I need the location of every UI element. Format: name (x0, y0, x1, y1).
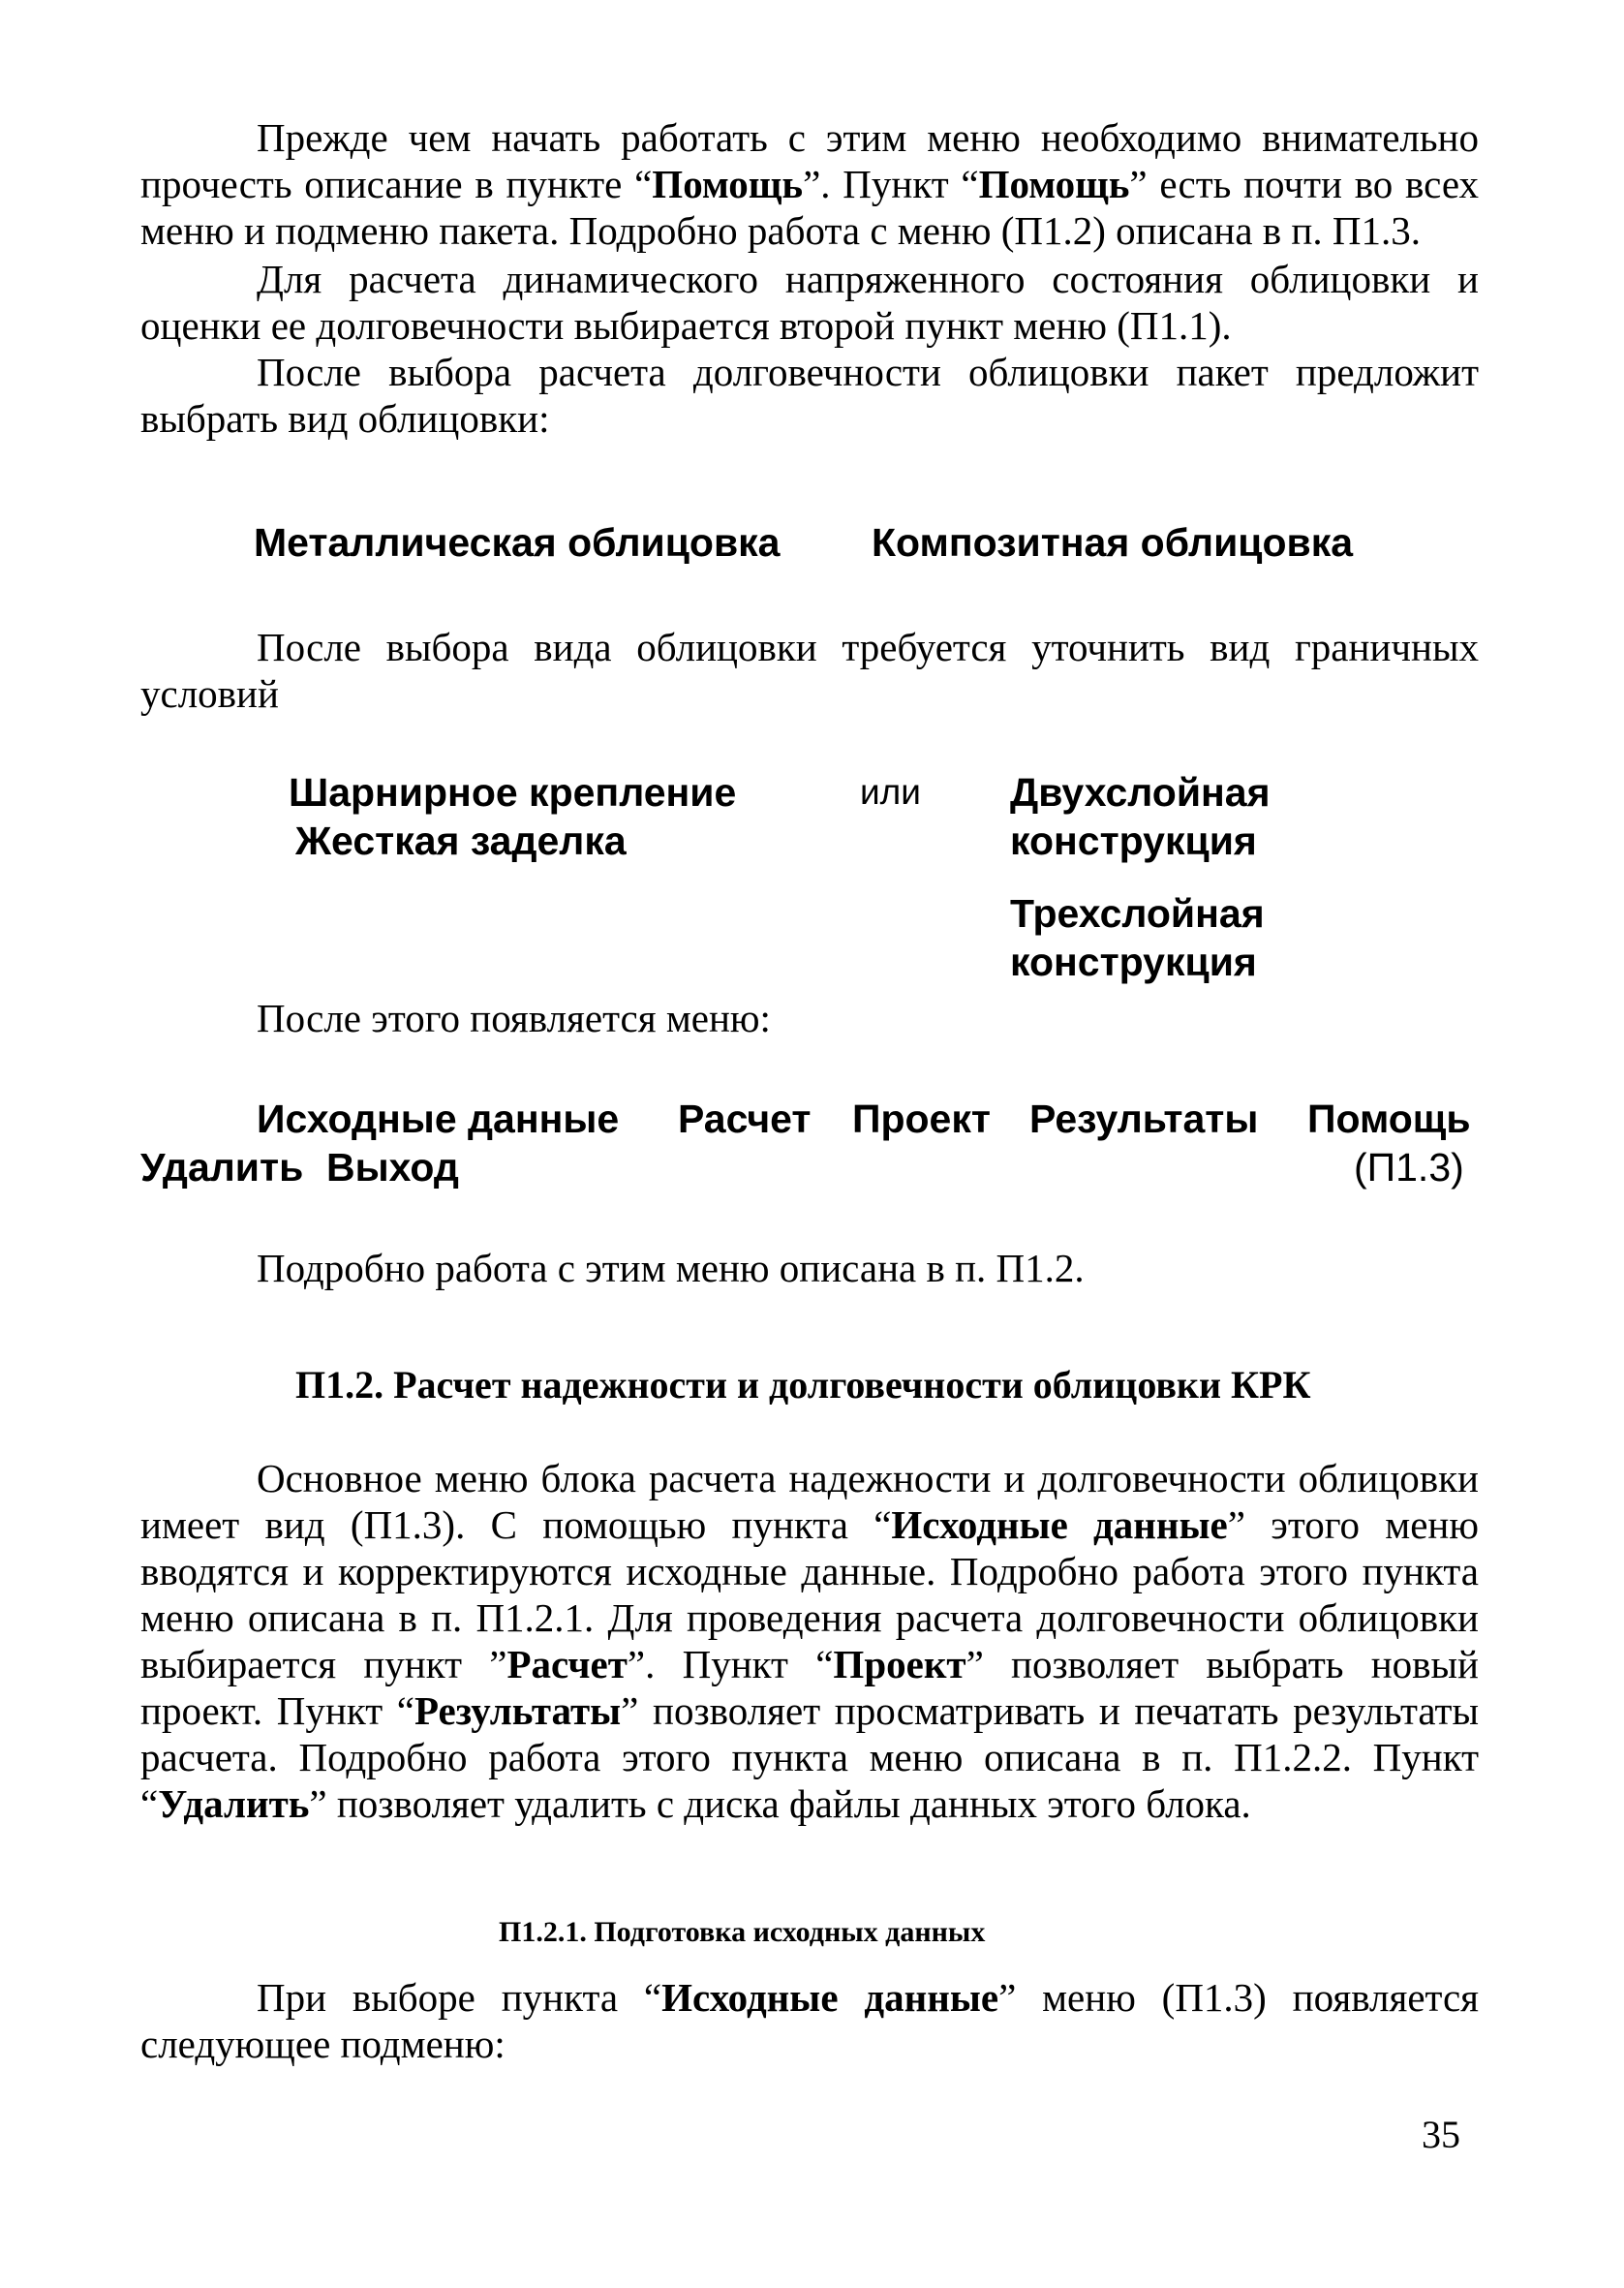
menu-item-hinged[interactable]: Шарнирное крепление (289, 770, 737, 815)
menu-item-label: конструкция (1010, 819, 1257, 863)
or-label: или (860, 772, 921, 812)
text-run: ” позволяет выбрать новый проект. Пункт “ (140, 1642, 1479, 1733)
text-run: При выборе пункта “ (257, 1975, 662, 2020)
paragraph-help-intro (140, 114, 1479, 254)
text-run: ”. Пункт “ (627, 1642, 834, 1686)
text-run: После выбора расчета долговечности облицовки пакет предложит выбрать вид облицовки: (140, 350, 1479, 441)
bold-term-calc: Расчет (506, 1642, 628, 1686)
menu-item-label: конструкция (1010, 940, 1257, 984)
menu-item-input-data[interactable]: Исходные данные (257, 1097, 620, 1141)
bold-term-project: Проект (833, 1642, 966, 1686)
paragraph-dynamic-calc (140, 256, 1479, 349)
paragraph-menu-described: Подробно работа с этим меню описана в п. П1.2. (257, 1246, 1085, 1290)
menu-item-metal-facing[interactable]: Металлическая облицовка (254, 520, 781, 565)
text-run: ” позволяет просматривать и печатать результаты расчета. Подробно работа этого пункта меню описана в п. П1.2.2. Пункт “ (140, 1688, 1479, 1826)
bold-term-delete: Удалить (158, 1781, 310, 1826)
menu-item-three-layer[interactable] (1010, 889, 1265, 986)
menu-item-results[interactable]: Результаты (1029, 1097, 1259, 1141)
bold-term-help: Помощь (652, 162, 804, 206)
menu-item-label: Двухслойная (1010, 770, 1271, 815)
menu-item-two-layer[interactable] (1010, 768, 1271, 865)
section-heading-p12: П1.2. Расчет надежности и долговечности облицовки КРК (295, 1363, 1311, 1407)
menu-item-help[interactable]: Помощь (1307, 1097, 1471, 1141)
menu-item-rigid[interactable]: Жесткая заделка (295, 819, 627, 863)
text-run: После выбора вида облицовки требуется уточнить вид граничных условий (140, 625, 1479, 716)
menu-ref-label: (П1.3) (1354, 1145, 1464, 1190)
text-run: ” этого меню вводятся и корректируются исходные данные. Подробно работа этого пункта меню описана в п. П1.2.1. Для проведения расчета долговечности облицовки выбирается пункт ” (140, 1502, 1479, 1686)
text-run: ” меню (П1.3) появляется следующее подменю: (140, 1975, 1480, 2066)
bold-term-input-data: Исходные данные (661, 1975, 999, 2020)
section-heading-p121: П1.2.1. Подготовка исходных данных (499, 1916, 986, 1948)
text-run: ”. Пункт “ (803, 162, 979, 206)
bold-term-results: Результаты (414, 1688, 622, 1733)
text-run: Для расчета динамического напряженного состояния облицовки и оценки ее долговечности выбирается второй пункт меню (П1.1). (140, 257, 1479, 348)
paragraph-submenu-intro (140, 1974, 1479, 2067)
bold-term-help: Помощь (978, 162, 1130, 206)
page-number: 35 (1422, 2113, 1460, 2156)
paragraph-choose-facing (140, 349, 1479, 442)
bold-term-input-data: Исходные данные (891, 1502, 1228, 1547)
menu-item-exit[interactable]: Выход (326, 1145, 459, 1190)
menu-item-composite-facing[interactable]: Композитная облицовка (872, 520, 1354, 565)
paragraph-menu-appears: После этого появляется меню: (257, 996, 771, 1040)
menu-item-project[interactable]: Проект (852, 1097, 991, 1141)
menu-item-label: Трехслойная (1010, 891, 1265, 936)
text-run: ” позволяет удалить с диска файлы данных этого блока. (309, 1781, 1251, 1826)
text-run: ” есть почти во всех меню и подменю пакета. Подробно работа с меню (П1.2) описана в п. П1.3. (140, 162, 1479, 253)
text-run: Основное меню блока расчета надежности и долговечности облицовки имеет вид (П1.3). С помощью пункта “ (140, 1456, 1479, 1547)
menu-item-delete[interactable]: Удалить (140, 1145, 304, 1190)
text-run: Прежде чем начать работать с этим меню необходимо внимательно прочесть описание в пункте “ (140, 115, 1479, 206)
paragraph-boundary-conditions (140, 624, 1479, 717)
menu-item-calc[interactable]: Расчет (678, 1097, 812, 1141)
paragraph-main-menu-description (140, 1455, 1479, 1827)
